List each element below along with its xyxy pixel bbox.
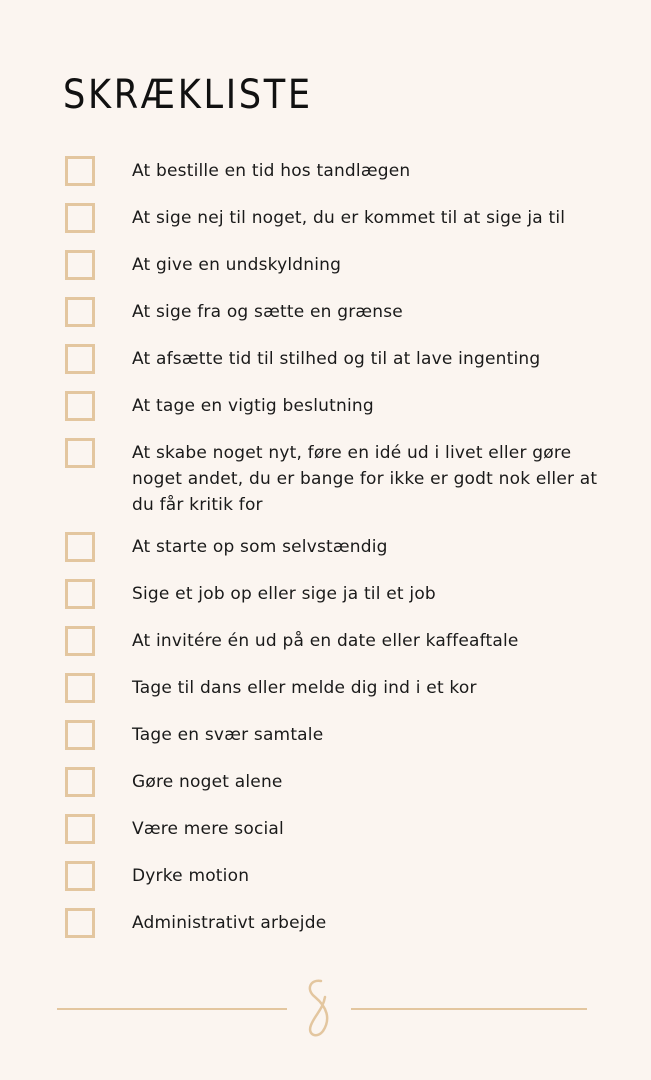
item-label: Administrativt arbejde xyxy=(132,913,327,933)
checkbox[interactable] xyxy=(65,767,95,797)
footer-divider-left xyxy=(57,1008,287,1010)
item-label: Dyrke motion xyxy=(132,866,250,886)
checkbox[interactable] xyxy=(65,344,95,374)
item-label: At invitére én ud på en date eller kaffeaftale xyxy=(132,631,519,651)
checkbox[interactable] xyxy=(65,626,95,656)
checkbox[interactable] xyxy=(65,532,95,562)
item-label: At afsætte tid til stilhed og til at lave ingenting xyxy=(132,349,541,369)
checkbox[interactable] xyxy=(65,908,95,938)
item-label: At give en undskyldning xyxy=(132,255,342,275)
checkbox[interactable] xyxy=(65,673,95,703)
checkbox[interactable] xyxy=(65,156,95,186)
item-label: Gøre noget alene xyxy=(132,772,283,792)
checkbox[interactable] xyxy=(65,438,95,468)
item-label: At starte op som selvstændig xyxy=(132,537,388,557)
checkbox[interactable] xyxy=(65,720,95,750)
checkbox[interactable] xyxy=(65,297,95,327)
page-title: SKRÆKLISTE xyxy=(63,72,313,118)
item-label: At skabe noget nyt, føre en idé ud i livet eller gøre noget andet, du er bange for ikke er godt nok eller at du får kritik for xyxy=(132,443,598,515)
item-label: At sige nej til noget, du er kommet til at sige ja til xyxy=(132,208,566,228)
checkbox[interactable] xyxy=(65,861,95,891)
signature-s-logo-icon xyxy=(297,975,341,1039)
checkbox[interactable] xyxy=(65,391,95,421)
checkbox[interactable] xyxy=(65,579,95,609)
item-label: At tage en vigtig beslutning xyxy=(132,396,374,416)
item-label: Sige et job op eller sige ja til et job xyxy=(132,584,436,604)
item-label: At bestille en tid hos tandlægen xyxy=(132,161,411,181)
item-label: At sige fra og sætte en grænse xyxy=(132,302,403,322)
item-label: Være mere social xyxy=(132,819,284,839)
checkbox[interactable] xyxy=(65,814,95,844)
footer-divider-right xyxy=(351,1008,587,1010)
item-label: Tage en svær samtale xyxy=(132,725,324,745)
checkbox[interactable] xyxy=(65,203,95,233)
item-label: Tage til dans eller melde dig ind i et kor xyxy=(132,678,477,698)
checkbox[interactable] xyxy=(65,250,95,280)
